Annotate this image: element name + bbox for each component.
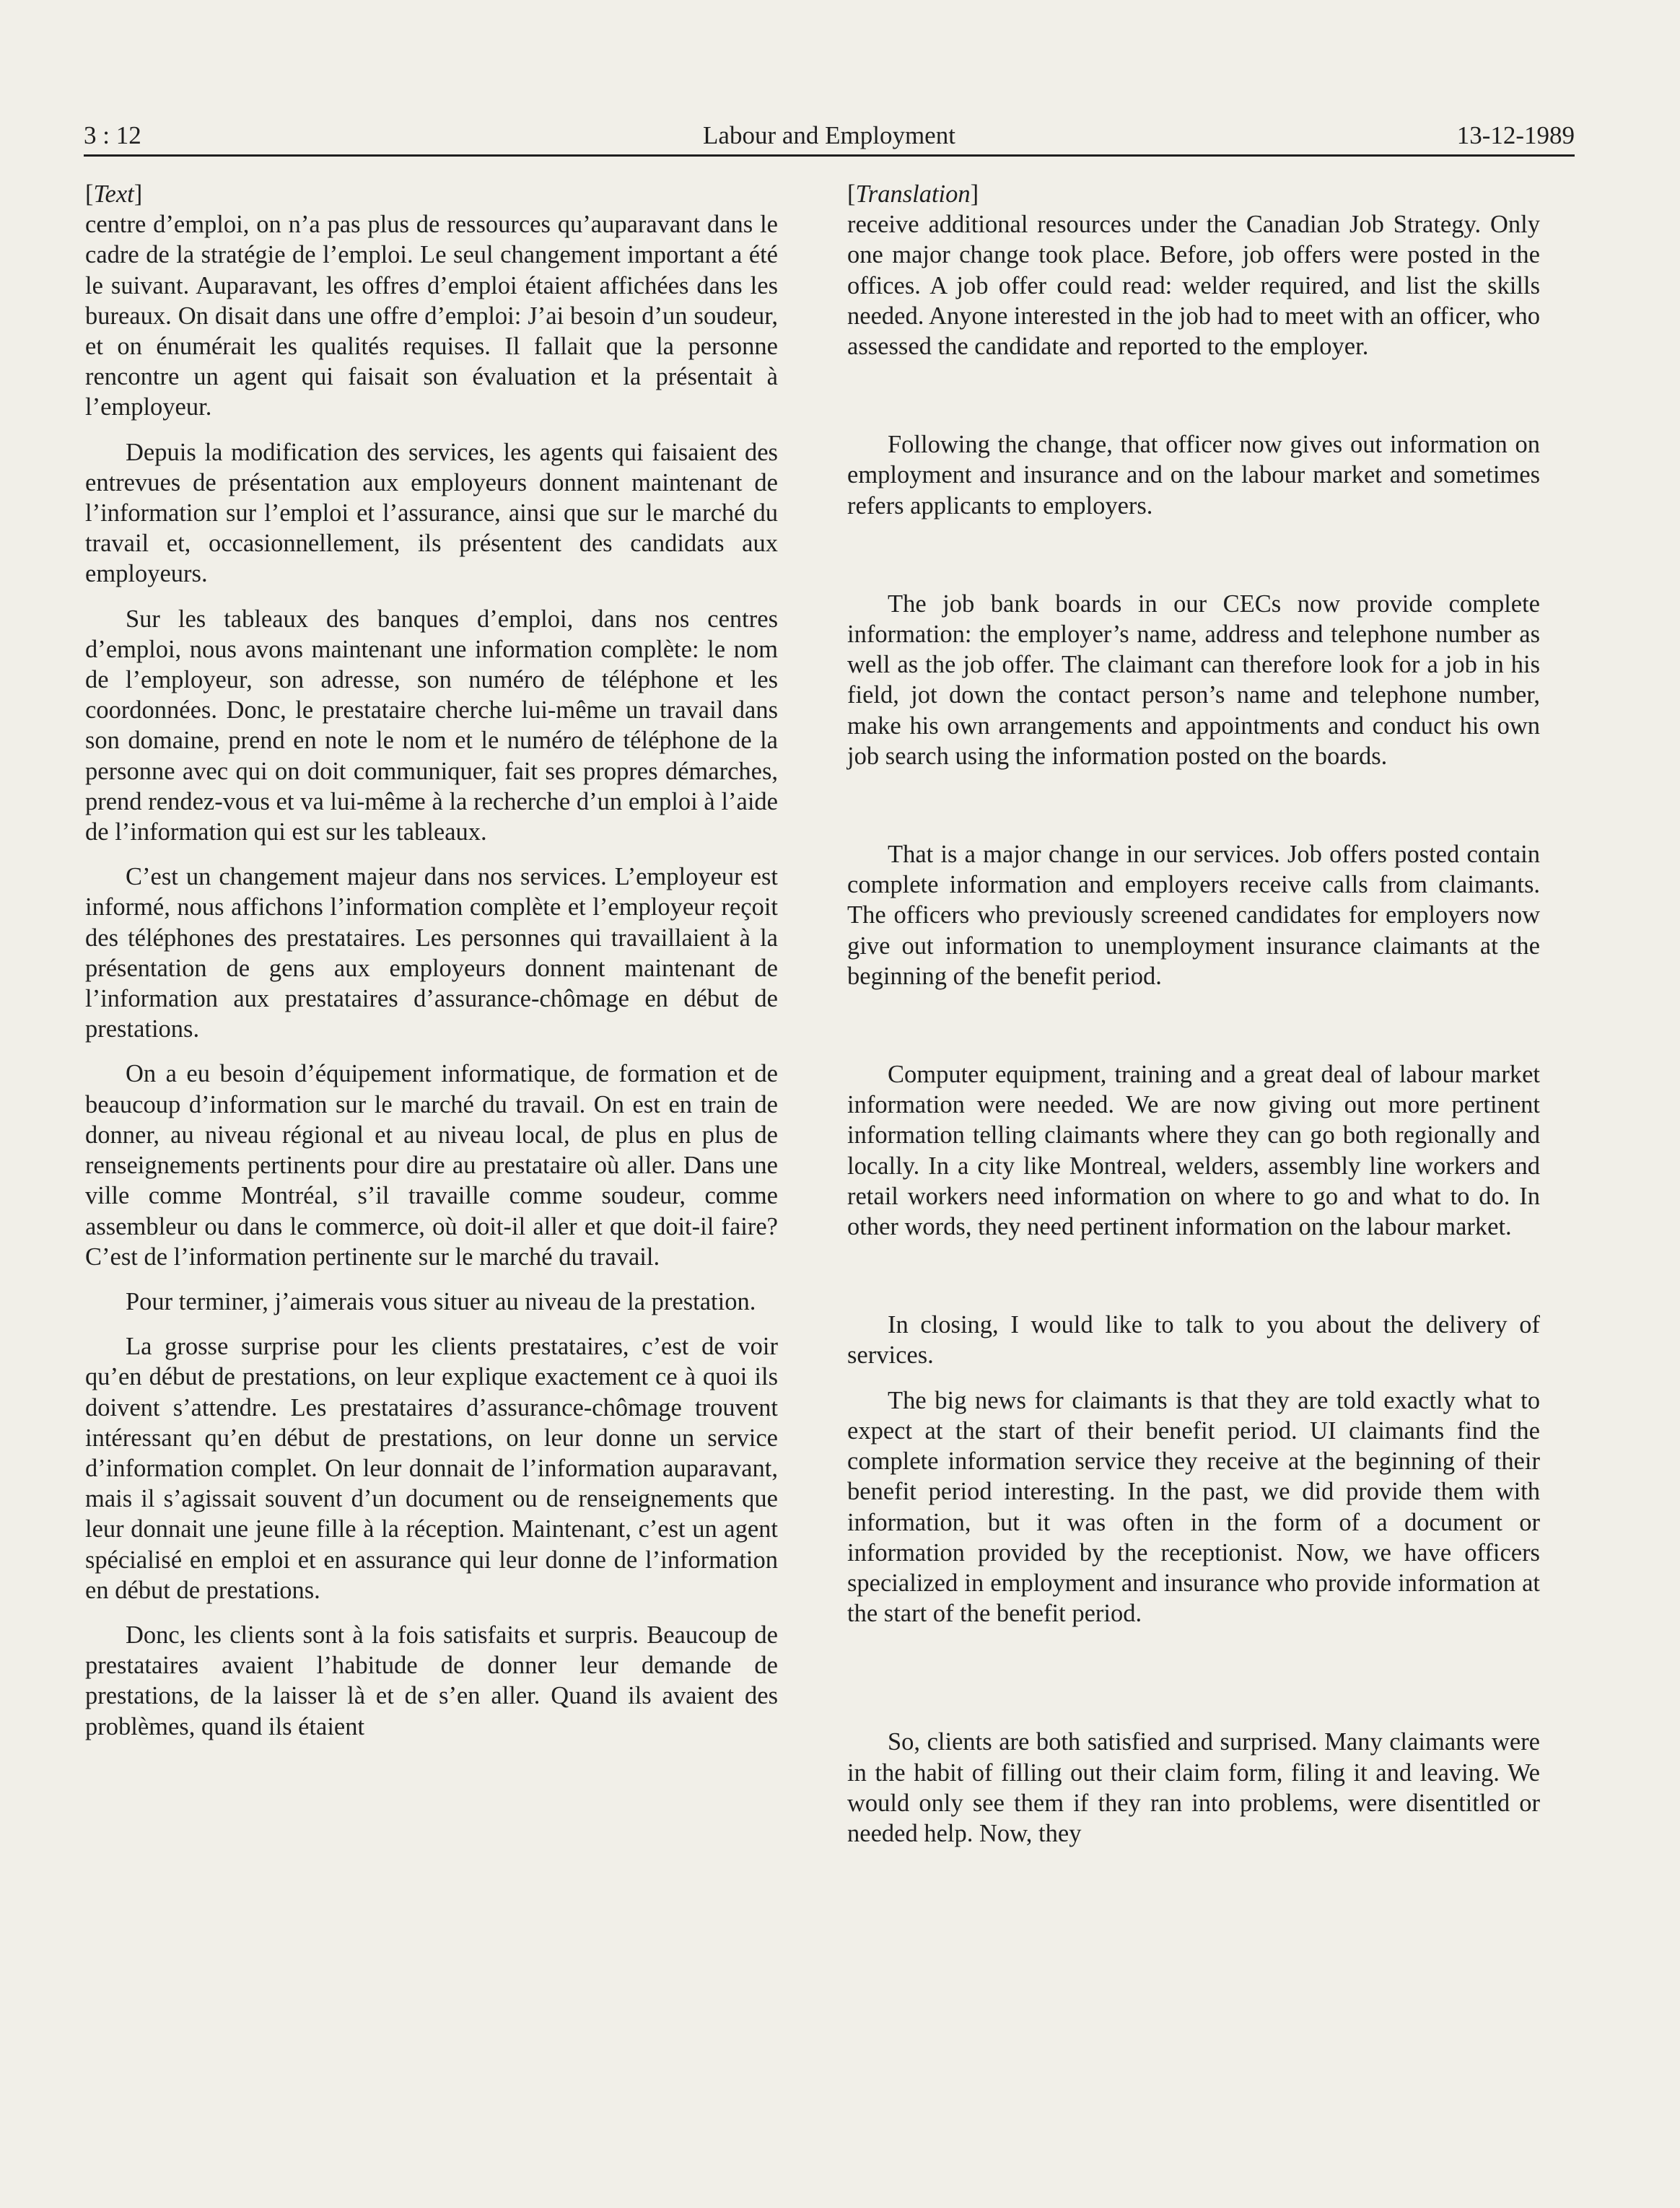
page-header	[84, 121, 1575, 157]
paragraph: The big news for claimants is that they are told exactly what to expect at the start of their benefit period. UI claimants find the complete information service they receive at the beginning of their benefit period interesting. In the past, we did provide them with information, but it was often in the form of a document or information provided by the receptionist. Now, we have officers specialized in employment and insurance who provide information at the start of the benefit period.	[847, 1386, 1540, 1628]
paragraph: Sur les tableaux des banques d’emploi, dans nos centres d’emploi, nous avons maintenant une information complète: le nom de l’employeur, son adresse, son numéro de téléphone et les coordonnées. Donc, le prestataire cherche lui-même un travail dans son domaine, prend en note le nom et le numéro de téléphone de la personne avec qui on doit communiquer, fait ses propres démarches, prend rendez-vous et va lui-même à la recherche d’un emploi à l’aide de l’information qui est sur les tableaux.	[85, 605, 778, 846]
column-label: [Translation]	[847, 180, 979, 208]
paragraph: That is a major change in our services. Job offers posted contain complete information and employers receive calls from claimants. The officers who previously screened candidates for employers now give out information to unemployment insurance claimants at the beginning of the benefit period.	[847, 841, 1540, 990]
paragraph: La grosse surprise pour les clients prestataires, c’est de voir qu’en début de prestations, on leur explique exactement ce à quoi ils doivent s’attendre. Les prestataires d’assurance-chômage trouvent intéressant qu’en début de prestations, on leur donne un service d’information complet. On leur donnait de l’information auparavant, mais il s’agissait souvent d’un document ou de renseignements que leur donnait une jeune fille à la réception. Maintenant, c’est un agent spécialisé en emploi et en assurance qui leur donne de l’information en début de prestations.	[85, 1333, 778, 1604]
sitting-date: 13-12-1989	[1456, 121, 1575, 149]
header-rule	[84, 154, 1575, 157]
paragraph: Pour terminer, j’aimerais vous situer au niveau de la prestation.	[126, 1287, 756, 1315]
paragraph: Depuis la modification des services, les agents qui faisaient des entrevues de présentation aux employeurs donnent maintenant de l’information sur l’emploi et l’assurance, ainsi que sur le marché du travail et, occasionnellement, ils présentent des candidats aux employeurs.	[85, 438, 778, 588]
paragraph: On a eu besoin d’équipement informatique, de formation et de beaucoup d’information sur le marché du travail. On est en train de donner, au niveau régional et au niveau local, de plus en plus de renseignements pertinents pour dire au prestataire où aller. Dans une ville comme Montréal, s’il travaille comme soudeur, comme assembleur ou dans le commerce, où doit-il aller et que doit-il faire? C’est de l’information pertinente sur le marché du travail.	[85, 1060, 778, 1271]
paragraph: Donc, les clients sont à la fois satisfaits et surpris. Beaucoup de prestataires avaient l’habitude de donner leur demande de prestations, de la laisser là et de s’en aller. Quand ils avaient des problèmes, quand ils étaient	[85, 1621, 778, 1740]
committee-title: Labour and Employment	[703, 121, 955, 149]
paragraph: Computer equipment, training and a great deal of labour market information were needed. We are now giving out more pertinent information telling claimants where they can go both regionally and locally. In a city like Montreal, welders, assembly line workers and retail workers need information on where to go and what to do. In other words, they need pertinent information on the labour market.	[847, 1061, 1540, 1241]
column-label: [Text]	[85, 180, 143, 208]
french-text-column	[85, 179, 778, 1742]
paragraph: receive additional resources under the Canadian Job Strategy. Only one major change took place. Before, job offers were posted in the offices. A job offer could read: welder required, and list the skills needed. Anyone interested in the job had to meet with an officer, who assessed the candidate and reported to the employer.	[847, 211, 1540, 361]
paragraph: C’est un changement majeur dans nos services. L’employeur est informé, nous affichons l’information complète et l’employeur reçoit des téléphones des prestataires. Les personnes qui travaillaient à la présentation de gens aux employeurs donnent maintenant de l’information aux prestataires d’assurance-chômage en début de prestations.	[85, 863, 778, 1043]
paragraph: In closing, I would like to talk to you about the delivery of services.	[847, 1311, 1540, 1370]
paragraph: So, clients are both satisfied and surprised. Many claimants were in the habit of filling out their claim form, filing it and leaving. We would only see them if they ran into problems, were disentitled or needed help. Now, they	[847, 1728, 1540, 1847]
paragraph: The job bank boards in our CECs now provide complete information: the employer’s name, address and telephone number as well as the job offer. The claimant can therefore look for a job in his field, jot down the contact person’s name and telephone number, make his own arrangements and appointments and conduct his own job search using the information posted on the boards.	[847, 590, 1540, 770]
page-number: 3 : 12	[84, 121, 141, 149]
paragraph: centre d’emploi, on n’a pas plus de ressources qu’auparavant dans le cadre de la stratégie de l’emploi. Le seul changement important a été le suivant. Auparavant, les offres d’emploi étaient affichées dans les bureaux. On disait dans une offre d’emploi: J’ai besoin d’un soudeur, et on énumérait les qualités requises. Il fallait que la personne rencontre un agent qui faisait son évaluation et la présentait à l’employeur.	[85, 211, 778, 421]
paragraph: Following the change, that officer now gives out information on employment and insurance and on the labour market and sometimes refers applicants to employers.	[847, 431, 1540, 520]
english-translation-column	[847, 179, 1540, 1849]
